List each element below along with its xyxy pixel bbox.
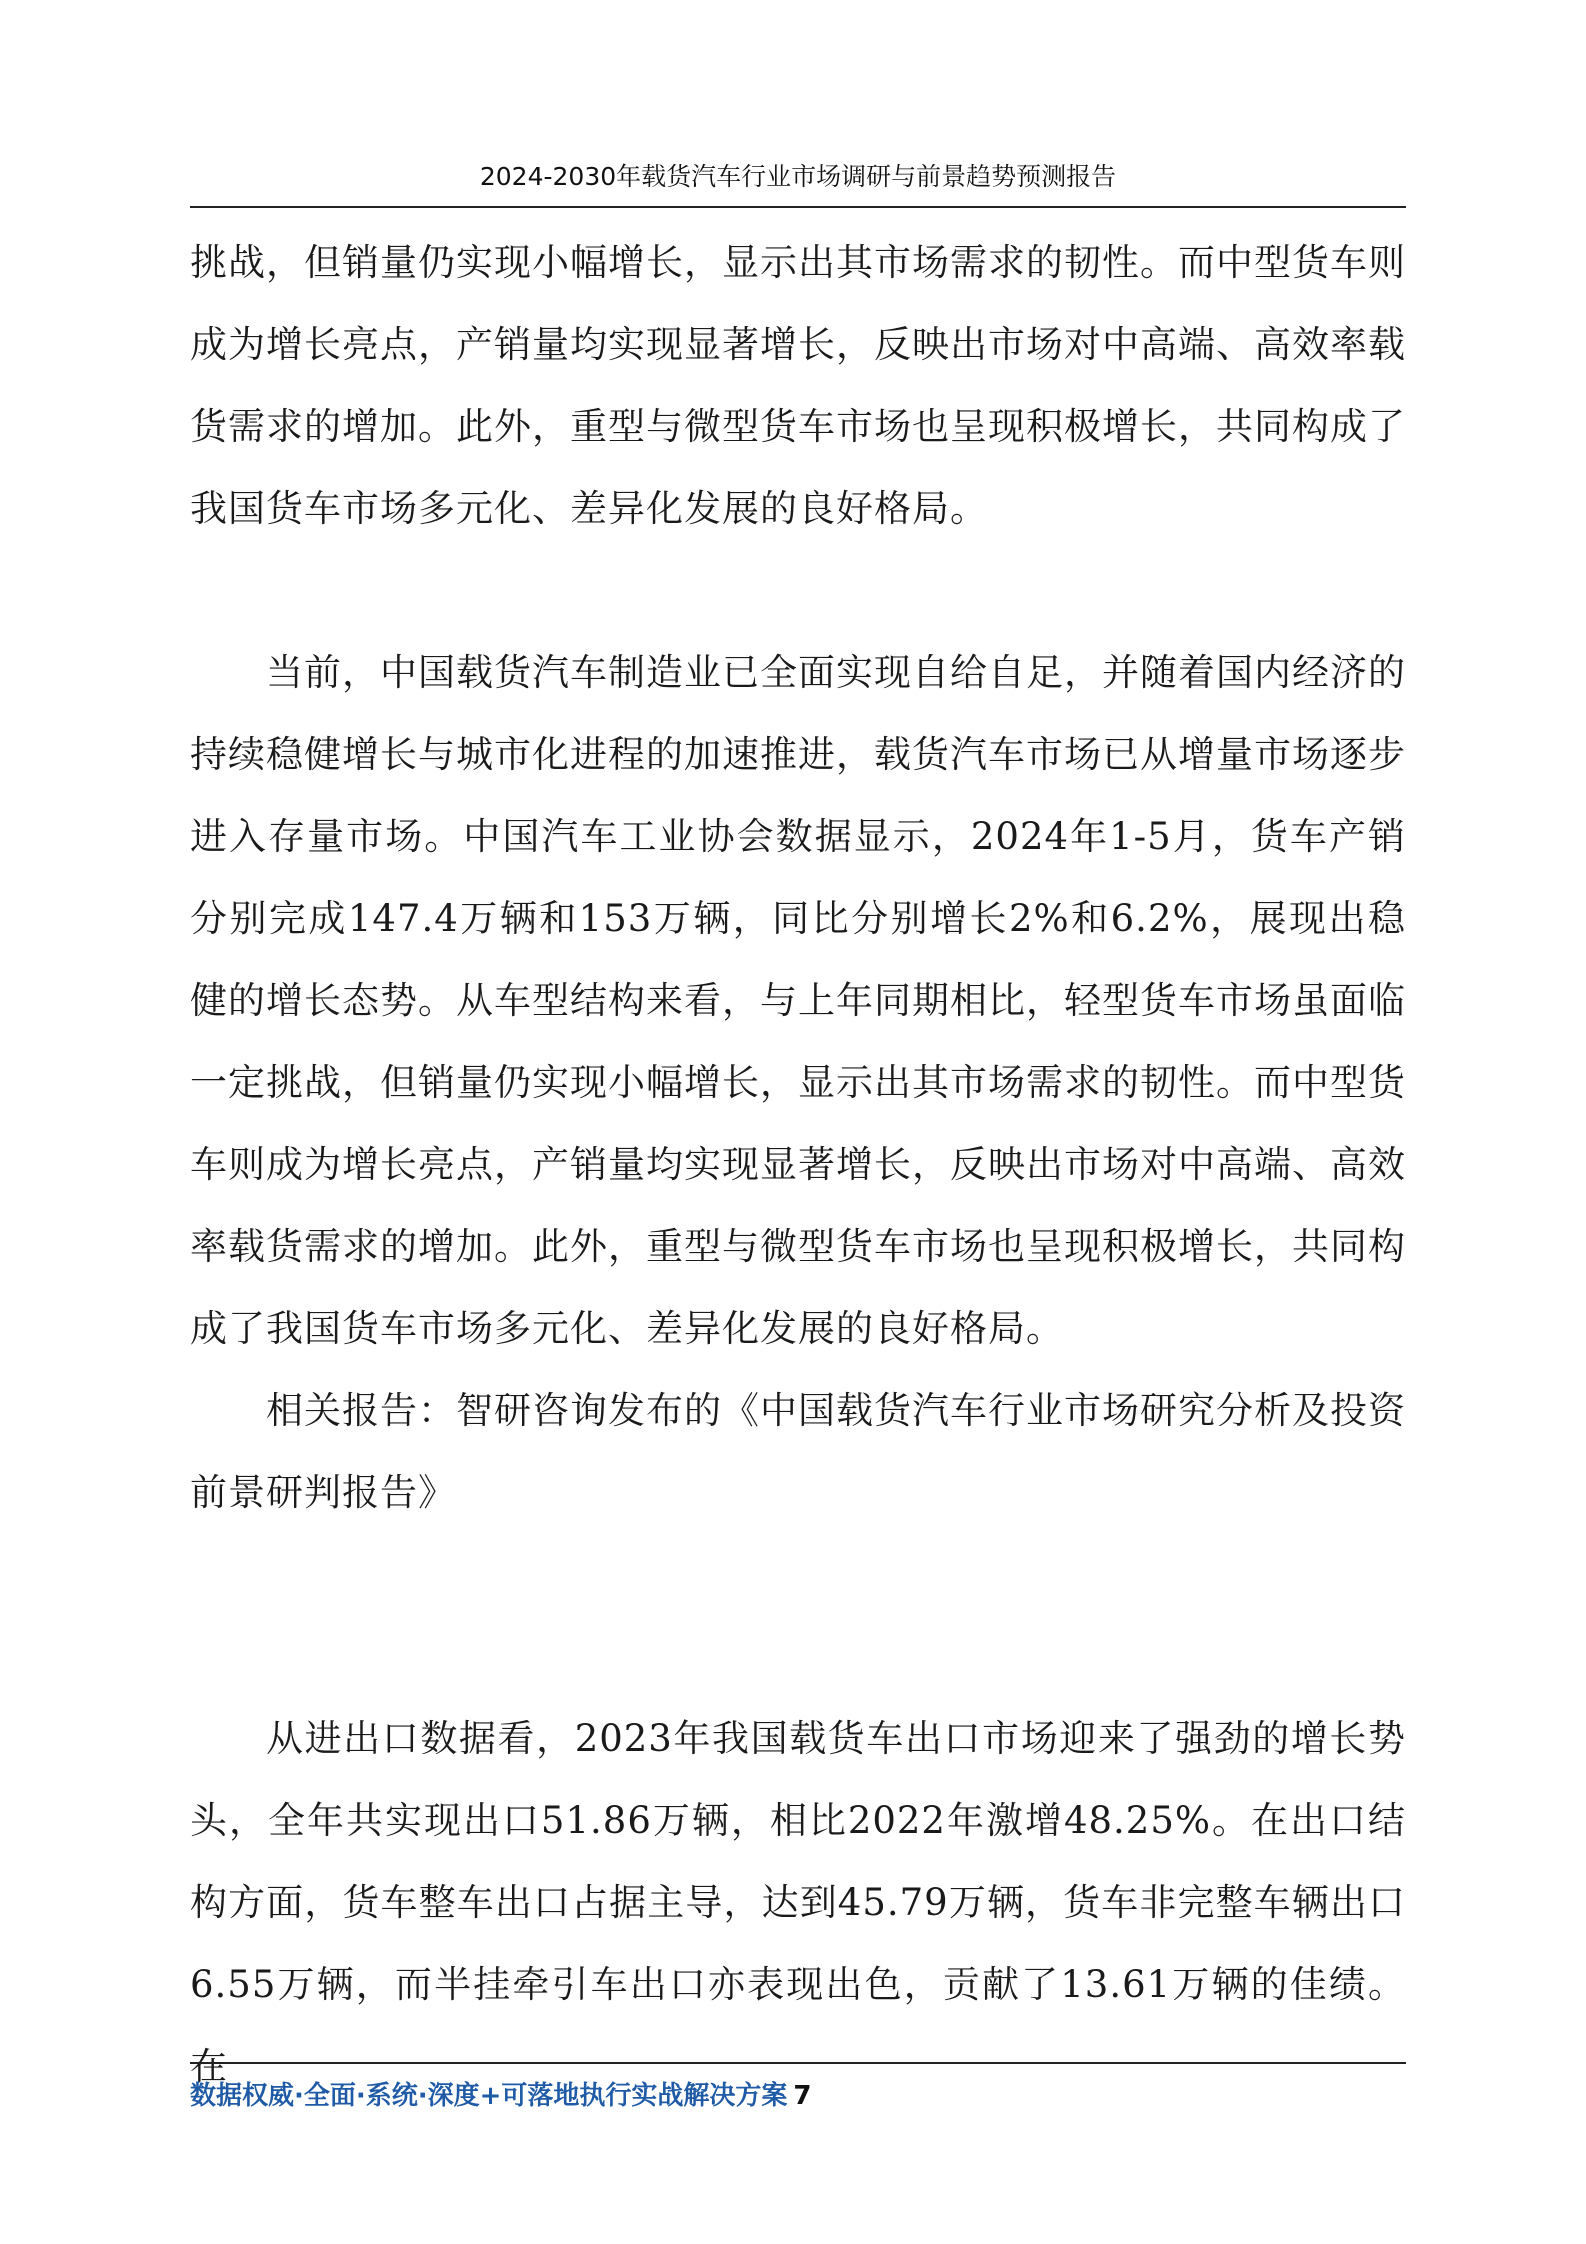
paragraph-spacer [190, 550, 1406, 632]
paragraph-continued: 挑战，但销量仍实现小幅增长，显示出其市场需求的韧性。而中型货车则成为增长亮点，产销量均实现显著增长，反映出市场对中高端、高效率载货需求的增加。此外，重型与微型货车市场也呈现积极增长，共同构成了我国货车市场多元化、差异化发展的良好格局。 [190, 241, 1406, 530]
footer-divider [190, 2062, 1406, 2064]
page-header-title: 2024-2030年载货汽车行业市场调研与前景趋势预测报告 [479, 162, 1117, 191]
footer-slogan: 数据权威·全面·系统·深度+可落地执行实战解决方案 [190, 2081, 788, 2111]
page-footer [190, 2078, 812, 2114]
paragraph-spacer [190, 1534, 1406, 1698]
paragraph-market-status: 当前，中国载货汽车制造业已全面实现自给自足，并随着国内经济的持续稳健增长与城市化进程的加速推进，载货汽车市场已从增量市场逐步进入存量市场。中国汽车工业协会数据显示，2024年1-5月，货车产销分别完成147.4万辆和153万辆，同比分别增长2%和6.2%，展现出稳健的增长态势。从车型结构来看，与上年同期相比，轻型货车市场虽面临一定挑战，但销量仍实现小幅增长，显示出其市场需求的韧性。而中型货车则成为增长亮点，产销量均实现显著增长，反映出市场对中高端、高效率载货需求的增加。此外，重型与微型货车市场也呈现积极增长，共同构成了我国货车市场多元化、差异化发展的良好格局。 [190, 651, 1406, 1350]
page-number: 7 [793, 2081, 812, 2111]
document-body [190, 222, 1406, 2108]
paragraph-import-export: 从进出口数据看，2023年我国载货车出口市场迎来了强劲的增长势头，全年共实现出口51.86万辆，相比2022年激增48.25%。在出口结构方面，货车整车出口占据主导，达到45.79万辆，货车非完整车辆出口6.55万辆，而半挂牵引车出口亦表现出色，贡献了13.61万辆的佳绩。在 [190, 1717, 1406, 2088]
paragraph-related-report: 相关报告：智研咨询发布的《中国载货汽车行业市场研究分析及投资前景研判报告》 [190, 1389, 1406, 1514]
header-divider [190, 206, 1406, 208]
